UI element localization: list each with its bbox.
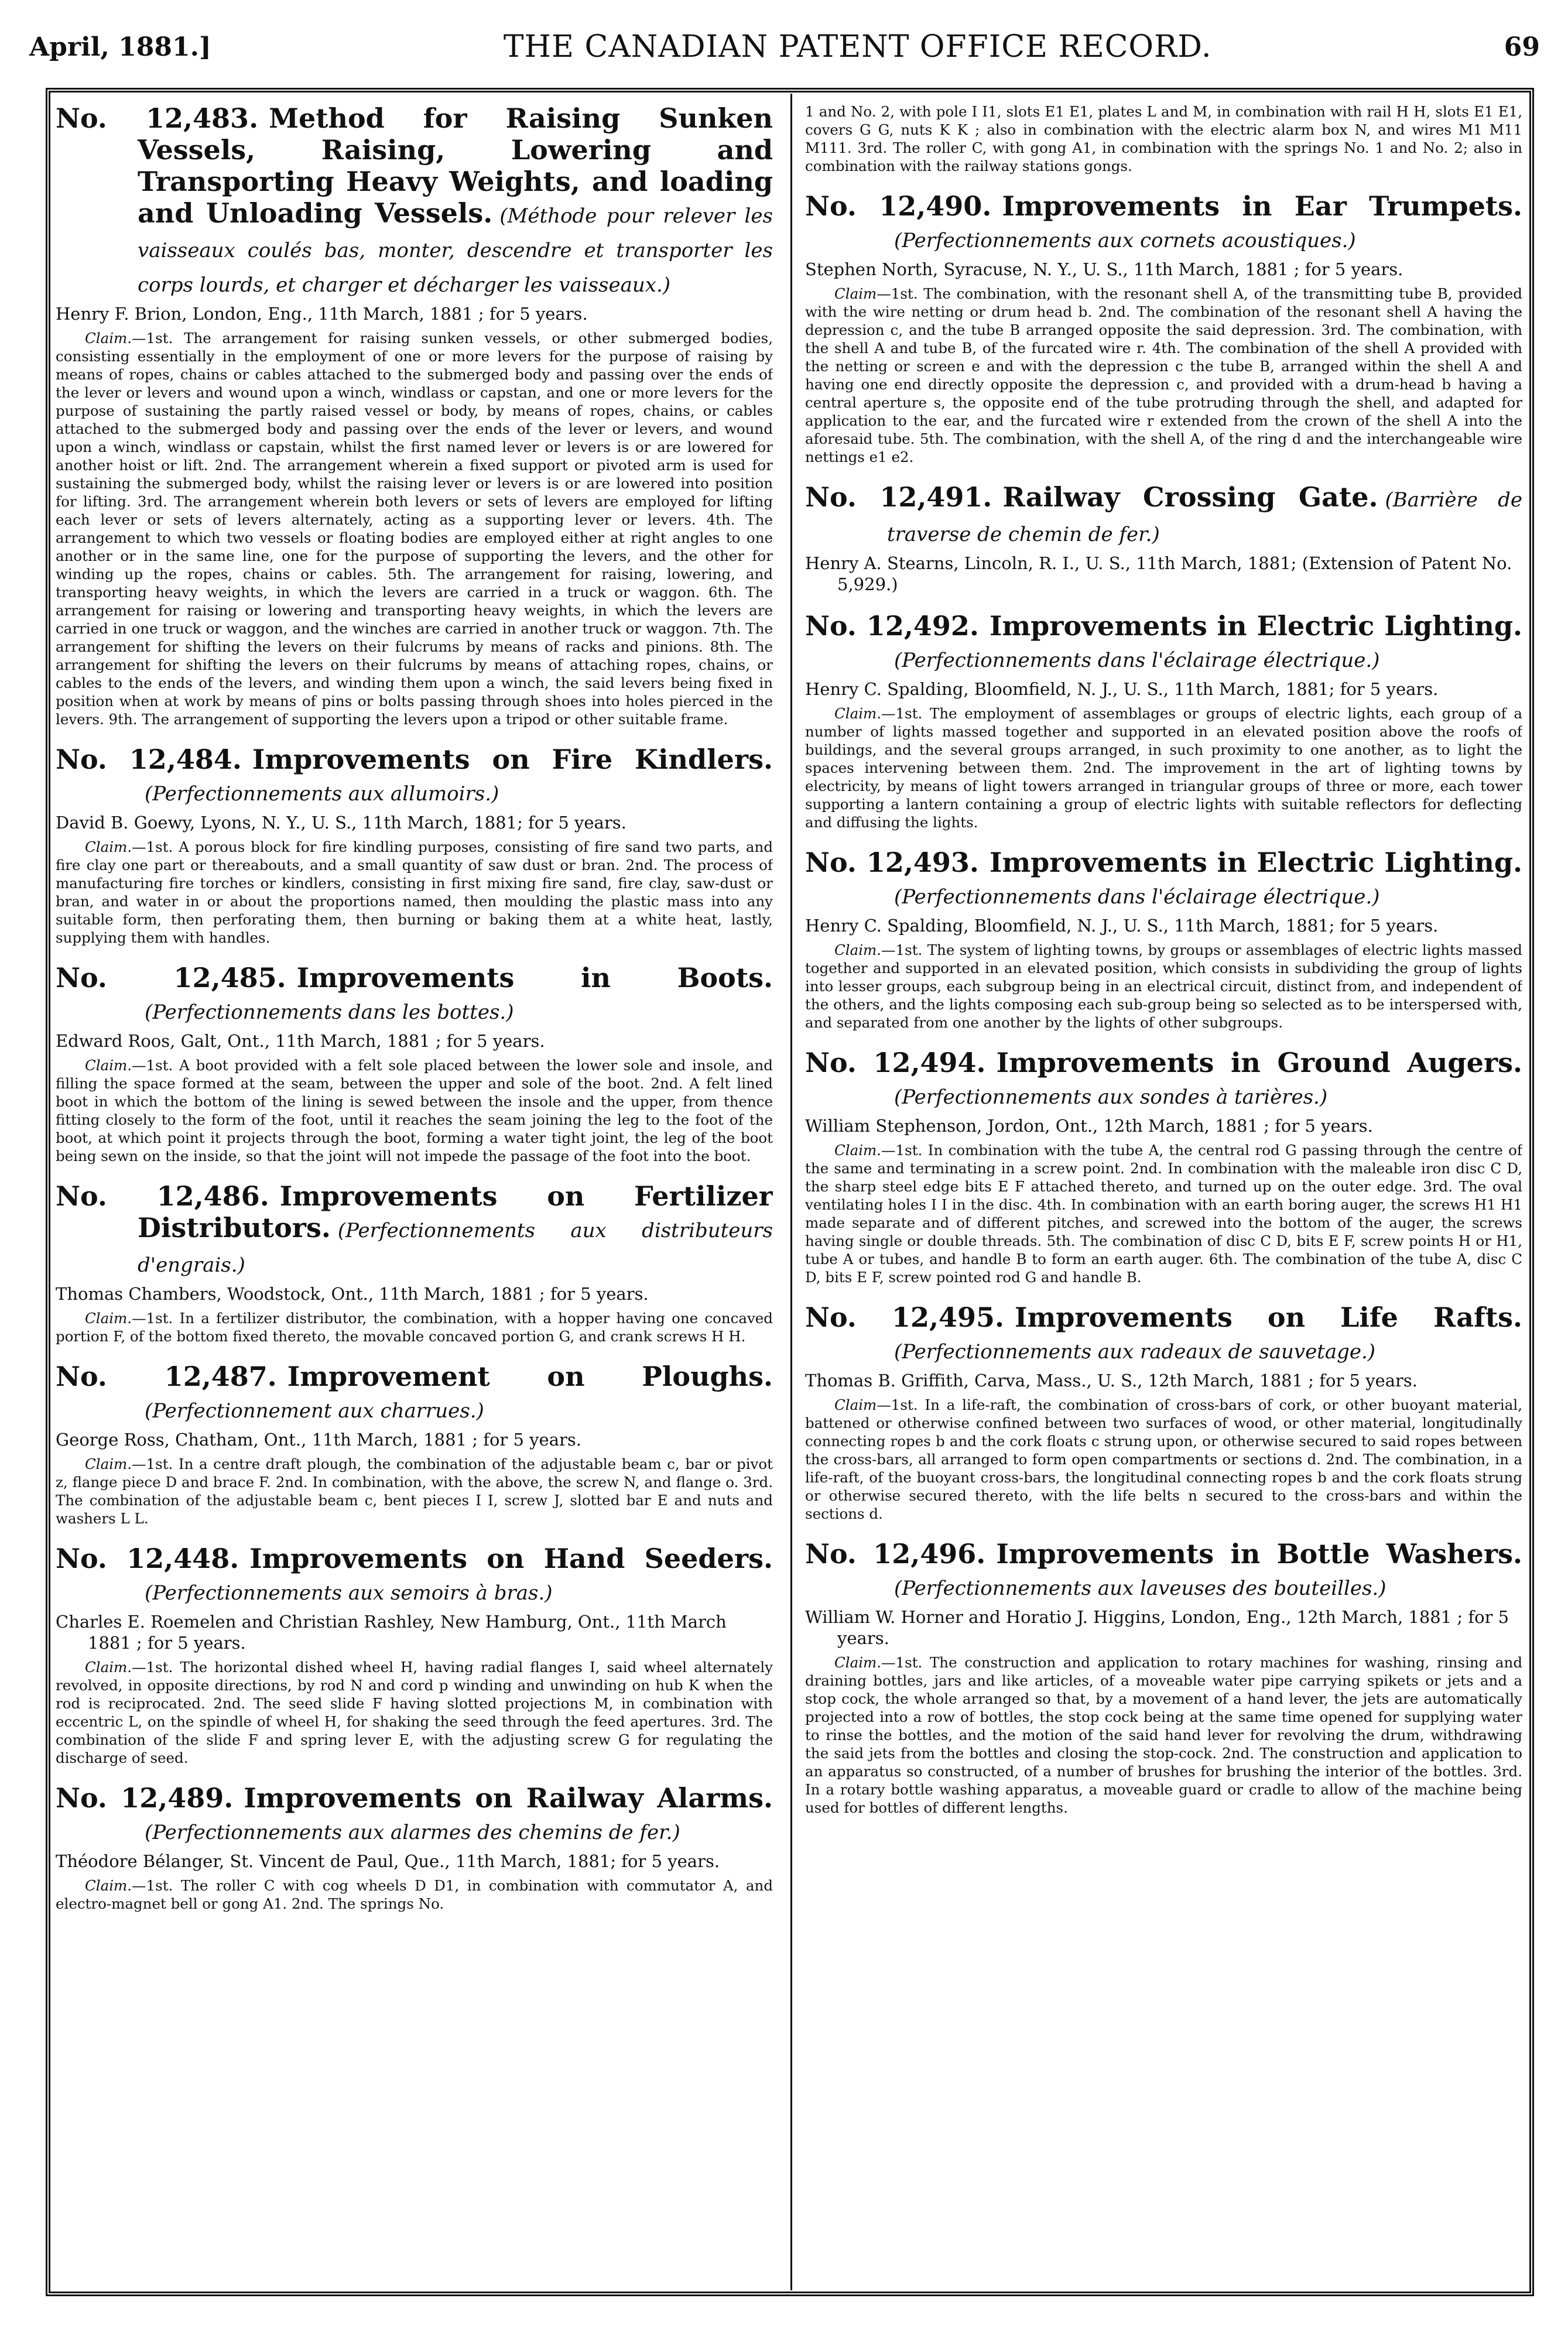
- claim-paragraph: [56, 1876, 773, 1913]
- patent-entry: [56, 1180, 773, 1345]
- inventor-line: Stephen North, Syracuse, N. Y., U. S., 11th March, 1881 ; for 5 years.: [805, 259, 1403, 279]
- patent-entry: [56, 962, 773, 1165]
- claim-text: —1st. The system of lighting towns, by groups or assemblages of electric lights massed together and supported in an elevated position, which consists in subdividing the group of lights into lesser groups, each subgroup being in an electrical circuit, distinct from, and independent of the others, and the lights composing each sub-group being so selected as to be interspersed with, and separated from one another by the lights of other subgroups.: [805, 941, 1522, 1031]
- patent-title: Improvements in Bottle Washers.: [996, 1538, 1522, 1570]
- patent-number: No. 12,493.: [805, 847, 979, 878]
- patent-entry: [56, 102, 773, 728]
- inventor-line: Charles E. Roemelen and Christian Rashley, New Hamburg, Ont., 11th March 1881 ; for 5 years.: [56, 1612, 727, 1653]
- claim-text: —1st. The horizontal dished wheel H, having radial flanges I, said wheel alternately revolved, in opposite directions, by rod N and cord p winding and unwinding on hub K when the rod is reciprocated. 2nd. The seed slide F having slotted projections M, in combination with eccentric L, on the spindle of wheel H, for shaking the seed through the feed apertures. 3rd. The combination of the slide F and spring lever E, with the adjusting screw G for regulating the discharge of seed.: [56, 1659, 773, 1766]
- claim-label: Claim.: [85, 1057, 132, 1074]
- patent-title: Railway Crossing Gate.: [1002, 481, 1378, 513]
- claim-label: Claim.: [834, 1142, 882, 1159]
- patent-number: No. 12,485.: [56, 962, 286, 994]
- patent-number: No. 12,489.: [56, 1782, 234, 1814]
- patent-number: No. 12,486.: [56, 1180, 269, 1212]
- french-title: (Perfectionnements aux cornets acoustiques.): [894, 229, 1356, 252]
- patent-heading: [805, 1538, 1522, 1604]
- continued-claim-text: 1 and No. 2, with pole I I1, slots E1 E1, plates L and M, in combination with rail H H, slots E1 E1, covers G G, nuts K K ; also in combination with the electric alarm box N, and wires M1 M11 M111. 3rd. The roller C, with gong A1, in combination with the springs No. 1 and No. 2; also in combination with the railway stations gongs.: [805, 103, 1522, 174]
- claim-label: Claim.: [834, 705, 882, 722]
- patent-entry: [56, 1361, 773, 1527]
- claim-paragraph: [56, 329, 773, 728]
- french-title: (Perfectionnements dans l'éclairage électrique.): [894, 885, 1380, 909]
- column-divider: [790, 94, 792, 2290]
- claim-text: —1st. In combination with the tube A, the central rod G passing through the centre of the same and terminating in a screw point. 2nd. In combination with the maleable iron disc C D, the sharp steel edge bits E F attached thereto, and turned up on the outer edge. 3rd. The oval ventilating holes I I in the disc. 4th. In combination with an earth boring auger, the screws H1 H1 made separate and of different pitches, and screwed into the bottom of the auger, the screws having single or double threads. 5th. The combination of disc C D, bits E F, screw points H or H1, tube A or tubes, and handle B to form an earth auger. 6th. The combination of the tube A, disc C D, bits E F, screw pointed rod G and handle B.: [805, 1142, 1522, 1286]
- patent-heading: [56, 1543, 773, 1609]
- claim-paragraph: [56, 1056, 773, 1165]
- patent-entry: [805, 190, 1522, 466]
- claim-label: Claim: [834, 1396, 877, 1413]
- inventor-line: Thomas Chambers, Woodstock, Ont., 11th March, 1881 ; for 5 years.: [56, 1284, 649, 1304]
- patent-number: No. 12,448.: [56, 1543, 239, 1574]
- patent-title: Improvements in Ground Augers.: [996, 1047, 1522, 1078]
- claim-text: —1st. The employment of assemblages or groups of electric lights, each group of a number of lights massed together and supported in an elevated position above the roofs of buildings, and the several groups arranged, in such proximity to one another, as to light the spaces intervening between them. 2nd. The improvement in the art of lighting towns by electricity, by means of light towers arranged in triangular groups of three or more, each tower supporting a lantern containing a group of electric lights with suitable reflectors for deflecting and diffusing the lights.: [805, 705, 1522, 831]
- inventor-line: Henry F. Brion, London, Eng., 11th March, 1881 ; for 5 years.: [56, 304, 588, 324]
- patent-entry: [805, 1302, 1522, 1523]
- inventor-line: George Ross, Chatham, Ont., 11th March, 1881 ; for 5 years.: [56, 1430, 581, 1450]
- inventor-line: Thomas B. Griffith, Carva, Mass., U. S., 12th March, 1881 ; for 5 years.: [805, 1371, 1418, 1390]
- patent-entry: [56, 744, 773, 947]
- patent-heading: [56, 102, 773, 301]
- french-title: (Perfectionnements dans les bottes.): [145, 1001, 514, 1024]
- french-title: (Perfectionnements aux alarmes des chemins de fer.): [145, 1821, 680, 1844]
- claim-text: —1st. In a fertilizer distributor, the combination, with a hopper having one concaved portion F, of the bottom fixed thereto, the movable concaved portion G, and crank screws H H.: [56, 1310, 773, 1345]
- right-column: [805, 102, 1522, 2286]
- claim-label: Claim.: [85, 1877, 132, 1894]
- patent-title: Improvements on Fire Kindlers.: [252, 744, 773, 775]
- patent-number: No. 12,495.: [805, 1302, 1005, 1333]
- patent-entry: [56, 1782, 773, 1913]
- claim-text: —1st. The construction and application to rotary machines for washing, rinsing and draining bottles, jars and like articles, of a moveable water pipe carrying spikets or jets and a stop cock, the whole arranged so that, by a movement of a hand lever, the jets are automatically projected into a row of bottles, the stop cock being at the same time opened for supplying water to rinse the bottles, and the motion of the said hand lever for revolving the drum, withdrawing the said jets from the bottles and closing the stop-cock. 2nd. The construction and application to an apparatus so constructed, of a number of brushes for brushing the interior of the bottles. 3rd. In a rotary bottle washing apparatus, a moveable guard or cradle to allow of the machine being used for bottles of different lengths.: [805, 1654, 1522, 1816]
- french-title: (Perfectionnements aux radeaux de sauvetage.): [894, 1340, 1376, 1364]
- claim-text: —1st. The combination, with the resonant shell A, of the transmitting tube B, provided with the wire netting or drum head b. 2nd. The combination of the resonant shell A having the depression c, and the tube B arranged opposite the said depression. 3rd. The combination, with the shell A and tube B, of the furcated wire r. 4th. The combination of the shell A provided with the netting or screen e and with the depression c the tube B, arranged within the shell A and having one end directly opposite the depression c, and provided with a drum-head b having a central aperture s, the opposite end of the tube protruding through the shell, and adapted for application to the ear, and the furcated wire r extended from the crown of the shell A into the aforesaid tube. 5th. The combination, with the shell A, of the ring d and the interchangeable wire nettings e1 e2.: [805, 285, 1522, 465]
- patent-entry: [805, 481, 1522, 595]
- patent-entry: [805, 1538, 1522, 1817]
- patent-heading: [805, 1047, 1522, 1113]
- patent-heading: [805, 481, 1522, 550]
- claim-paragraph: [805, 704, 1522, 831]
- french-title: (Perfectionnements aux laveuses des bouteilles.): [894, 1577, 1386, 1600]
- claim-label: Claim.: [85, 838, 132, 855]
- inventor-line: Théodore Bélanger, St. Vincent de Paul, Que., 11th March, 1881; for 5 years.: [56, 1851, 720, 1871]
- patent-number: No. 12,494.: [805, 1047, 986, 1078]
- patent-number: No. 12,483.: [56, 102, 259, 134]
- claim-paragraph: [56, 838, 773, 947]
- claim-paragraph: [805, 1141, 1522, 1286]
- claim-label: Claim.: [85, 1659, 132, 1676]
- claim-text: —1st. A boot provided with a felt sole placed between the lower sole and insole, and filling the space formed at the seam, between the upper and sole of the boot. 2nd. A felt lined boot in which the bottom of the lining is sewed between the insole and the upper, from thence fitting closely to the form of the foot, until it reaches the seam joining the leg to the foot of the boot, at which point it projects through the boot, forming a water tight joint, the leg of the boot being sewn on the inside, so that the joint will not impede the passage of the foot into the boot.: [56, 1057, 773, 1164]
- patent-title: Improvements in Electric Lighting.: [989, 847, 1522, 878]
- claim-text: —1st. In a centre draft plough, the combination of the adjustable beam c, bar or pivot z, flange piece D and brace F. 2nd. In combination, with the above, the screw N, and flange o. 3rd. The combination of the adjustable beam c, bent pieces I I, screw J, slotted bar E and nuts and washers L L.: [56, 1455, 773, 1527]
- page-number: 69: [1504, 32, 1540, 62]
- patent-title: Improvement on Ploughs.: [287, 1361, 773, 1392]
- claim-label: Claim.: [834, 941, 882, 958]
- patent-number: No. 12,492.: [805, 610, 979, 642]
- claim-paragraph: [805, 941, 1522, 1032]
- french-title: (Perfectionnements dans l'éclairage électrique.): [894, 649, 1380, 672]
- inventor-line: Henry A. Stearns, Lincoln, R. I., U. S., 11th March, 1881; (Extension of Patent No. 5,929.): [805, 553, 1512, 594]
- patent-title: Improvements in Electric Lighting.: [989, 610, 1522, 642]
- inventor-line: David B. Goewy, Lyons, N. Y., U. S., 11th March, 1881; for 5 years.: [56, 813, 626, 833]
- patent-number: No. 12,490.: [805, 190, 992, 222]
- claim-text: —1st. In a life-raft, the combination of cross-bars of cork, or other buoyant material, battened or otherwise confined between two surfaces of wood, or other material, longitudinally connecting ropes b and the cork floats c strung upon, or otherwise secured to said ropes between the cross-bars, all arranged to form open compartments or sections d. 2nd. The combination, in a life-raft, of the buoyant cross-bars, the longitudinal connecting ropes b and the cork floats strung or otherwise secured thereto, with the life belts n secured to the cross-bars and within the sections d.: [805, 1396, 1522, 1522]
- claim-label: Claim: [834, 285, 877, 302]
- french-title: (Perfectionnements aux semoirs à bras.): [145, 1581, 553, 1605]
- issue-date: April, 1881.]: [29, 32, 211, 62]
- claim-label: Claim.: [85, 330, 132, 347]
- patent-title: Improvements on Railway Alarms.: [244, 1782, 773, 1814]
- french-title: (Barrière de traverse de chemin de fer.): [887, 488, 1522, 546]
- patent-heading: [805, 1302, 1522, 1368]
- claim-text: —1st. The arrangement for raising sunken vessels, or other submerged bodies, consisting essentially in the employment of one or more levers for the purpose of raising by means of ropes, chains or cables attached to the submerged body and passing over the ends of the lever or levers and wound upon a winch, windlass or capstan, and one or more levers for the purpose of sustaining the partly raised vessel or body, by means of ropes, chains, or cables attached to the submerged body and passing over the ends of the lever or levers, and wound upon a winch, windlass or capstain, whilst the first named lever or levers is or are lowered for another hoist or lift. 2nd. The arrangement wherein a fixed support or pivoted arm is used for sustaining the submerged body, whilst the raising lever or levers is or are lowered into position for lifting. 3rd. The arrangement wherein both levers or sets of levers are employed for lifting each lever or sets of levers alternately, acting as a supporting lever or levers. 4th. The arrangement to which two vessels or floating bodies are employed either at right angles to one another or in the same line, one for the purpose of supporting the levers, and the other for winding up the ropes, chains or cables. 5th. The arrangement for raising, lowering, and transporting heavy weights, in which the levers are carried in a truck or waggon. 6th. The arrangement for raising or lowering and transporting heavy weights, in which the levers are carried in one truck or waggon, and the winches are carried in another truck or waggon. 7th. The arrangement for shifting the levers on their fulcrums by means of racks and pinions. 8th. The arrangement for shifting the levers on their fulcrums by means of attaching ropes, chains, or cables to the ends of the levers, and winding them upon a winch, the said levers being fixed in position when at work by means of pins or bolts passing through shoes into holes pierced in the levers. 9th. The arrangement of supporting the levers upon a tripod or other suitable frame.: [56, 330, 773, 728]
- patent-entry: [805, 847, 1522, 1032]
- patent-title: Improvements on Life Rafts.: [1015, 1302, 1522, 1333]
- claim-label: Claim.: [85, 1455, 132, 1472]
- page-header: [29, 23, 1540, 70]
- patent-heading: [56, 1361, 773, 1427]
- patent-number: No. 12,491.: [805, 481, 992, 513]
- claim-paragraph: [56, 1309, 773, 1345]
- claim-label: Claim.: [834, 1654, 882, 1671]
- patent-title: Improvements on Fertilizer Distributors.: [138, 1180, 773, 1244]
- claim-paragraph: [805, 1653, 1522, 1817]
- publication-title: THE CANADIAN PATENT OFFICE RECORD.: [503, 29, 1212, 64]
- claim-paragraph: [805, 1396, 1522, 1523]
- patent-heading: [56, 1782, 773, 1848]
- patent-entry: [805, 610, 1522, 831]
- inventor-line: William Stephenson, Jordon, Ont., 12th March, 1881 ; for 5 years.: [805, 1116, 1373, 1136]
- french-title: (Perfectionnement aux charrues.): [145, 1399, 484, 1423]
- claim-paragraph: [805, 285, 1522, 466]
- inventor-line: Henry C. Spalding, Bloomfield, N. J., U. S., 11th March, 1881; for 5 years.: [805, 916, 1439, 936]
- claim-text: —1st. A porous block for fire kindling purposes, consisting of fire sand two parts, and fire clay one part or thereabouts, and a small quantity of saw dust or bran. 2nd. The process of manufacturing fire torches or kindlers, consisting in first mixing fire sand, fire clay, saw-dust or bran, and water in or about the proportions named, then moulding the plastic mass into any suitable form, then perforating them, then burning or baking them at a white heat, lastly, supplying them with handles.: [56, 838, 773, 946]
- claim-label: Claim.: [85, 1310, 132, 1327]
- inventor-line: Henry C. Spalding, Bloomfield, N. J., U. S., 11th March, 1881; for 5 years.: [805, 679, 1439, 699]
- claim-paragraph: [56, 1658, 773, 1767]
- patent-heading: [805, 610, 1522, 676]
- french-title: (Perfectionnements aux distributeurs d'engrais.): [138, 1219, 773, 1277]
- patent-number: No. 12,496.: [805, 1538, 986, 1570]
- left-column: [56, 102, 773, 2286]
- claim-text: —1st. The roller C with cog wheels D D1, in combination with commutator A, and electro-magnet bell or gong A1. 2nd. The springs No.: [56, 1877, 773, 1912]
- patent-entry: [56, 1543, 773, 1767]
- patent-entry: [805, 1047, 1522, 1286]
- french-title: (Méthode pour relever les vaisseaux coulés bas, monter, descendre et transporter les corps lourds, et charger et décharger les vaisseaux.): [138, 204, 773, 297]
- patent-title: Improvements on Hand Seeders.: [249, 1543, 773, 1574]
- french-title: (Perfectionnements aux sondes à tarières.): [894, 1085, 1328, 1109]
- patent-number: No. 12,484.: [56, 744, 242, 775]
- patent-title: Improvements in Boots.: [296, 962, 773, 994]
- claim-paragraph: [56, 1455, 773, 1527]
- patent-heading: [56, 962, 773, 1028]
- inventor-line: William W. Horner and Horatio J. Higgins, London, Eng., 12th March, 1881 ; for 5 years.: [805, 1607, 1509, 1648]
- patent-number: No. 12,487.: [56, 1361, 277, 1392]
- inventor-line: Edward Roos, Galt, Ont., 11th March, 1881 ; for 5 years.: [56, 1031, 545, 1051]
- french-title: (Perfectionnements aux allumoirs.): [145, 782, 499, 806]
- patent-heading: [805, 847, 1522, 913]
- patent-heading: [805, 190, 1522, 256]
- right-column-entries: [805, 190, 1522, 1817]
- patent-heading: [56, 1180, 773, 1281]
- patent-title: Method for Raising Sunken Vessels, Raising, Lowering and Transporting Heavy Weights, and loading and Unloading Vessels.: [138, 102, 773, 229]
- patent-heading: [56, 744, 773, 810]
- patent-title: Improvements in Ear Trumpets.: [1002, 190, 1522, 222]
